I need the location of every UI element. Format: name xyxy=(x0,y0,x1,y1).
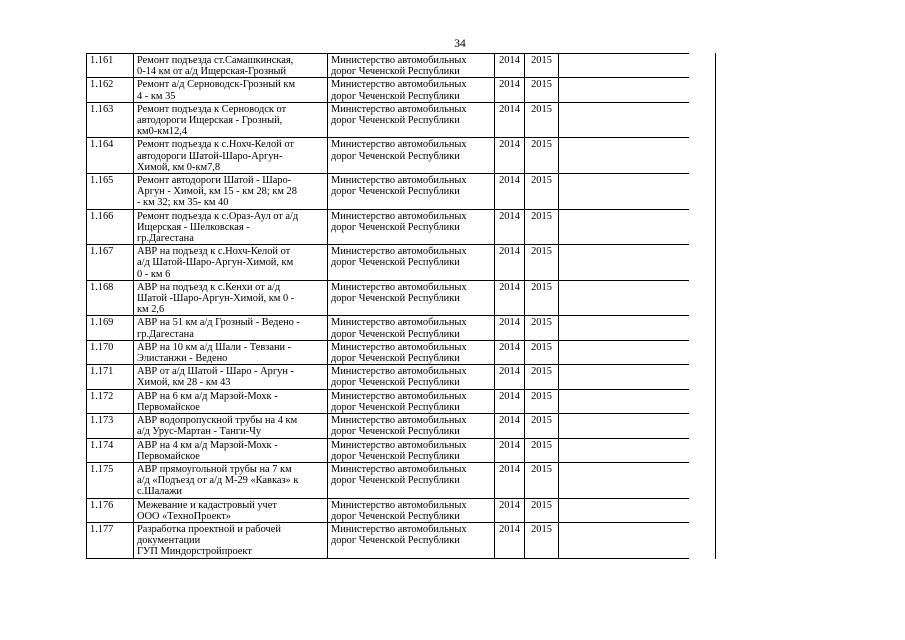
row-number-cell: 1.165 xyxy=(87,174,134,210)
responsible-org-cell: Министерство автомобильных дорог Чеченской Республики xyxy=(328,78,495,102)
responsible-org-cell: Министерство автомобильных дорог Чеченской Республики xyxy=(328,138,495,174)
responsible-org-cell: Министерство автомобильных дорог Чеченской Республики xyxy=(328,316,495,340)
row-number-cell: 1.176 xyxy=(87,498,134,522)
end-year-cell: 2015 xyxy=(525,462,559,498)
row-number-cell: 1.169 xyxy=(87,316,134,340)
row-number-cell: 1.170 xyxy=(87,340,134,364)
start-year-cell: 2014 xyxy=(495,138,525,174)
empty-cell xyxy=(559,462,689,498)
row-number-cell: 1.164 xyxy=(87,138,134,174)
start-year-cell: 2014 xyxy=(495,522,525,558)
responsible-org-cell: Министерство автомобильных дорог Чеченской Республики xyxy=(328,414,495,438)
work-name-cell: АВР на подъезд к с.Нохч-Келой от а/д Шатой-Шаро-Аргун-Химой, км 0 - км 6 xyxy=(134,245,328,281)
end-year-cell: 2015 xyxy=(525,245,559,281)
end-year-cell: 2015 xyxy=(525,414,559,438)
responsible-org-cell: Министерство автомобильных дорог Чеченской Республики xyxy=(328,102,495,138)
end-year-cell: 2015 xyxy=(525,102,559,138)
end-year-cell: 2015 xyxy=(525,316,559,340)
row-number-cell: 1.163 xyxy=(87,102,134,138)
responsible-org-cell: Министерство автомобильных дорог Чеченской Республики xyxy=(328,522,495,558)
work-name-cell: Ремонт подъезда к с.Ораз-Аул от а/д Ищерская - Шелковская - гр.Дагестана xyxy=(134,209,328,245)
work-name-cell: АВР от а/д Шатой - Шаро - Аргун - Химой, км 28 - км 43 xyxy=(134,365,328,389)
row-number-cell: 1.161 xyxy=(87,54,134,78)
empty-cell xyxy=(559,78,689,102)
start-year-cell: 2014 xyxy=(495,340,525,364)
start-year-cell: 2014 xyxy=(495,102,525,138)
row-number-cell: 1.162 xyxy=(87,78,134,102)
row-number-cell: 1.172 xyxy=(87,389,134,413)
empty-cell xyxy=(559,209,689,245)
responsible-org-cell: Министерство автомобильных дорог Чеченской Республики xyxy=(328,365,495,389)
table-row xyxy=(87,340,689,364)
start-year-cell: 2014 xyxy=(495,54,525,78)
start-year-cell: 2014 xyxy=(495,414,525,438)
work-name-cell: АВР на 10 км а/д Шали - Тевзани - Элистанжи - Ведено xyxy=(134,340,328,364)
responsible-org-cell: Министерство автомобильных дорог Чеченской Республики xyxy=(328,462,495,498)
responsible-org-cell: Министерство автомобильных дорог Чеченской Республики xyxy=(328,209,495,245)
row-number-cell: 1.175 xyxy=(87,462,134,498)
start-year-cell: 2014 xyxy=(495,174,525,210)
table-row xyxy=(87,209,689,245)
responsible-org-cell: Министерство автомобильных дорог Чеченской Республики xyxy=(328,389,495,413)
empty-cell xyxy=(559,280,689,316)
table-row xyxy=(87,280,689,316)
work-name-cell: Ремонт подъезда к с.Нохч-Келой от автодороги Шатой-Шаро-Аргун- Химой, км 0-км7,8 xyxy=(134,138,328,174)
table-row xyxy=(87,245,689,281)
end-year-cell: 2015 xyxy=(525,340,559,364)
table-row xyxy=(87,365,689,389)
work-name-cell: АВР водопропускной трубы на 4 км а/д Урус-Мартан - Танги-Чу xyxy=(134,414,328,438)
responsible-org-cell: Министерство автомобильных дорог Чеченской Республики xyxy=(328,280,495,316)
empty-cell xyxy=(559,522,689,558)
table-row xyxy=(87,462,689,498)
end-year-cell: 2015 xyxy=(525,138,559,174)
row-number-cell: 1.173 xyxy=(87,414,134,438)
end-year-cell: 2015 xyxy=(525,174,559,210)
end-year-cell: 2015 xyxy=(525,365,559,389)
empty-cell xyxy=(559,245,689,281)
start-year-cell: 2014 xyxy=(495,498,525,522)
work-name-cell: АВР на 4 км а/д Марзой-Мохк - Первомайское xyxy=(134,438,328,462)
responsible-org-cell: Министерство автомобильных дорог Чеченской Республики xyxy=(328,438,495,462)
responsible-org-cell: Министерство автомобильных дорог Чеченской Республики xyxy=(328,340,495,364)
work-name-cell: АВР прямоугольной трубы на 7 км а/д «Подъезд от а/д М-29 «Кавказ» к с.Шалажи xyxy=(134,462,328,498)
end-year-cell: 2015 xyxy=(525,78,559,102)
work-name-cell: Ремонт подъезда к Серноводск от автодороги Ищерская - Грозный, км0-км12,4 xyxy=(134,102,328,138)
work-name-cell: Ремонт подъезда ст.Самашкинская, 0-14 км от а/д Ищерская-Грозный xyxy=(134,54,328,78)
empty-cell xyxy=(559,414,689,438)
table-row xyxy=(87,522,689,558)
start-year-cell: 2014 xyxy=(495,78,525,102)
row-number-cell: 1.174 xyxy=(87,438,134,462)
end-year-cell: 2015 xyxy=(525,522,559,558)
empty-cell xyxy=(559,340,689,364)
start-year-cell: 2014 xyxy=(495,280,525,316)
work-name-cell: Разработка проектной и рабочей документации ГУП Миндорстройпроект xyxy=(134,522,328,558)
empty-cell xyxy=(559,174,689,210)
table-row xyxy=(87,54,689,78)
table-row xyxy=(87,414,689,438)
start-year-cell: 2014 xyxy=(495,245,525,281)
empty-cell xyxy=(559,138,689,174)
table-row xyxy=(87,102,689,138)
work-name-cell: Ремонт автодороги Шатой - Шаро- Аргун - Химой, км 15 - км 28; км 28 - км 32; км 35- км 40 xyxy=(134,174,328,210)
start-year-cell: 2014 xyxy=(495,462,525,498)
end-year-cell: 2015 xyxy=(525,209,559,245)
responsible-org-cell: Министерство автомобильных дорог Чеченской Республики xyxy=(328,174,495,210)
right-border-line xyxy=(715,53,716,559)
empty-cell xyxy=(559,498,689,522)
end-year-cell: 2015 xyxy=(525,498,559,522)
table-row xyxy=(87,174,689,210)
start-year-cell: 2014 xyxy=(495,438,525,462)
row-number-cell: 1.168 xyxy=(87,280,134,316)
table-row xyxy=(87,316,689,340)
row-number-cell: 1.166 xyxy=(87,209,134,245)
row-number-cell: 1.177 xyxy=(87,522,134,558)
responsible-org-cell: Министерство автомобильных дорог Чеченской Республики xyxy=(328,498,495,522)
work-name-cell: АВР на подъезд к с.Кенхи от а/д Шатой -Шаро-Аргун-Химой, км 0 - км 2,6 xyxy=(134,280,328,316)
responsible-org-cell: Министерство автомобильных дорог Чеченской Республики xyxy=(328,245,495,281)
document-table xyxy=(86,53,689,559)
empty-cell xyxy=(559,316,689,340)
empty-cell xyxy=(559,365,689,389)
start-year-cell: 2014 xyxy=(495,365,525,389)
table-row xyxy=(87,438,689,462)
work-name-cell: АВР на 51 км а/д Грозный - Ведено - гр.Дагестана xyxy=(134,316,328,340)
table-row xyxy=(87,389,689,413)
table-row xyxy=(87,78,689,102)
page-number: 34 xyxy=(454,38,466,50)
end-year-cell: 2015 xyxy=(525,389,559,413)
work-name-cell: Межевание и кадастровый учет ООО «ТехноПроект» xyxy=(134,498,328,522)
table-row xyxy=(87,138,689,174)
table-row xyxy=(87,498,689,522)
end-year-cell: 2015 xyxy=(525,438,559,462)
start-year-cell: 2014 xyxy=(495,389,525,413)
table-body xyxy=(87,54,689,559)
start-year-cell: 2014 xyxy=(495,209,525,245)
end-year-cell: 2015 xyxy=(525,280,559,316)
end-year-cell: 2015 xyxy=(525,54,559,78)
work-name-cell: Ремонт а/д Серноводск-Грозный км 4 - км 35 xyxy=(134,78,328,102)
empty-cell xyxy=(559,389,689,413)
empty-cell xyxy=(559,438,689,462)
work-name-cell: АВР на 6 км а/д Марзой-Мохк - Первомайское xyxy=(134,389,328,413)
empty-cell xyxy=(559,102,689,138)
row-number-cell: 1.171 xyxy=(87,365,134,389)
row-number-cell: 1.167 xyxy=(87,245,134,281)
start-year-cell: 2014 xyxy=(495,316,525,340)
responsible-org-cell: Министерство автомобильных дорог Чеченской Республики xyxy=(328,54,495,78)
empty-cell xyxy=(559,54,689,78)
